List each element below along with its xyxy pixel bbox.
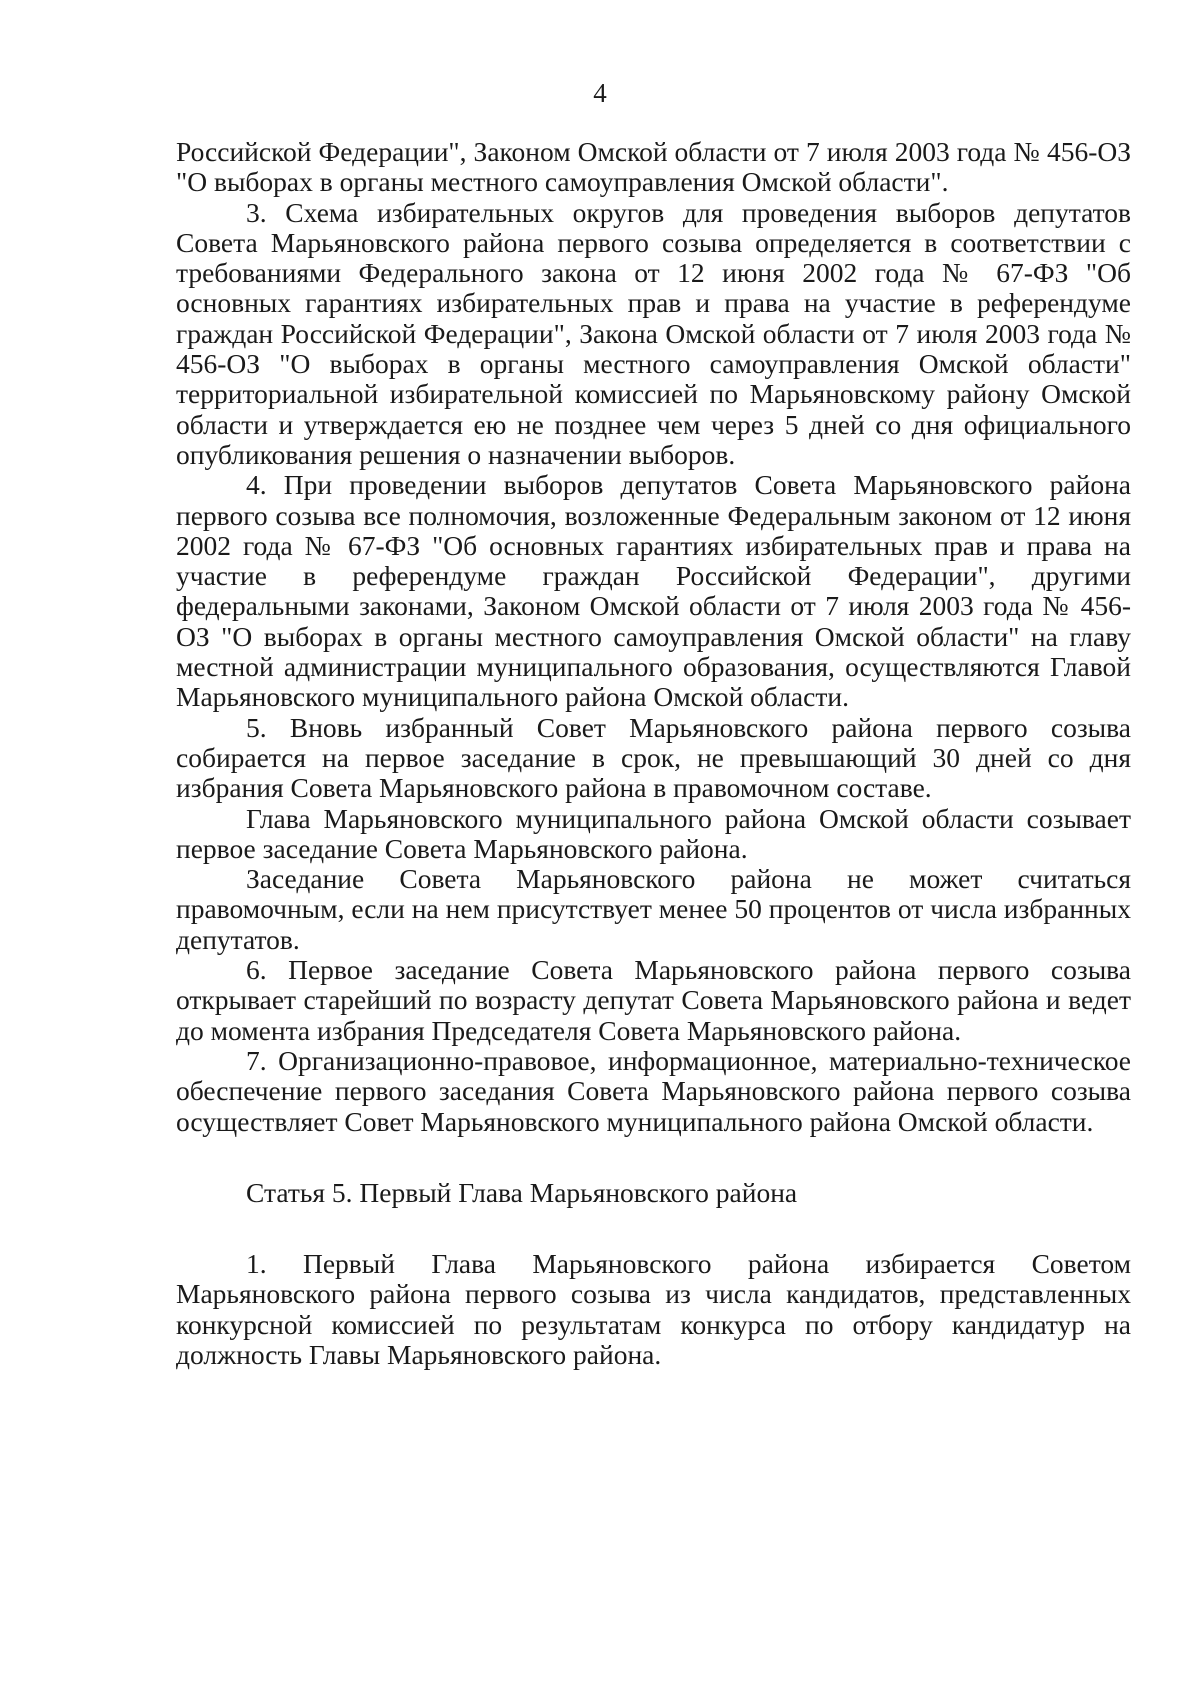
paragraph-item-7: 7. Организационно-правовое, информационное, материально-техническое обеспечение первого заседания Совета Марьяновского района первого созыва осуществляет Совет Марьяновского муниципального района Омской области.	[176, 1044, 1131, 1137]
paragraph-item-3: 3. Схема избирательных округов для проведения выборов депутатов Совета Марьяновского района первого созыва определяется в соответствии с требованиями Федерального закона от 12 июня 2002 года № 67-ФЗ "Об основных гарантиях избирательных прав и права на участие в референдуме граждан Российской Федерации", Закона Омской области от 7 июля 2003 года № 456-ОЗ "О выборах в органы местного самоуправления Омской области" территориальной избирательной комиссией по Марьяновскому району Омской области и утверждается ею не позднее чем через 5 дней со дня официального опубликования решения о назначении выборов.	[176, 196, 1131, 470]
paragraph-item-5-convening: Глава Марьяновского муниципального района Омской области созывает первое заседание Совета Марьяновского района.	[176, 802, 1131, 864]
paragraph-item-5-quorum: Заседание Совета Марьяновского района не может считаться правомочным, если на нем присутствует менее 50 процентов от числа избранных депутатов.	[176, 863, 1131, 955]
paragraph-item-5: 5. Вновь избранный Совет Марьяновского района первого созыва собирается на первое заседание в срок, не превышающий 30 дней со дня избрания Совета Марьяновского района в правомочном составе.	[176, 711, 1131, 804]
article-paragraph-1: 1. Первый Глава Марьяновского района избирается Советом Марьяновского района первого созыва из числа кандидатов, представленных конкурсной комиссией по результатам конкурса по отбору кандидатур на должность Главы Марьяновского района.	[176, 1248, 1131, 1370]
paragraph-continuation: Российской Федерации", Законом Омской области от 7 июля 2003 года № 456-ОЗ "О выборах в органы местного самоуправления Омской области".	[176, 136, 1131, 198]
page-number: 4	[593, 78, 607, 108]
document-body	[176, 137, 1131, 1370]
paragraph-item-4: 4. При проведении выборов депутатов Совета Марьяновского района первого созыва все полномочия, возложенные Федеральным законом от 12 июня 2002 года № 67-ФЗ "Об основных гарантиях избирательных прав и права на участие в референдуме граждан Российской Федерации", другими федеральными законами, Законом Омской области от 7 июля 2003 года № 456-ОЗ "О выборах в органы местного самоуправления Омской области" на главу местной администрации муниципального образования, осуществляются Главой Марьяновского муниципального района Омской области.	[176, 469, 1131, 713]
article-heading: Статья 5. Первый Глава Марьяновского района	[246, 1176, 798, 1208]
paragraph-item-6: 6. Первое заседание Совета Марьяновского района первого созыва открывает старейший по возрасту депутат Совета Марьяновского района и ведет до момента избрания Председателя Совета Марьяновского района.	[176, 954, 1131, 1046]
